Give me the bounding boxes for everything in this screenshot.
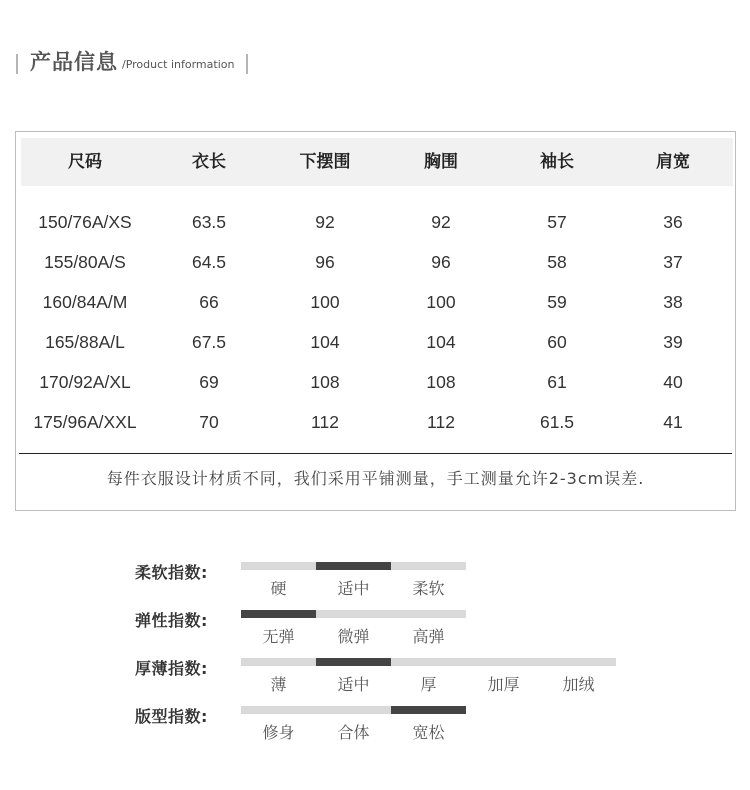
thickness-option: 加绒 <box>562 675 595 694</box>
cell-length: 67.5 <box>191 332 227 352</box>
cell-length: 64.5 <box>191 252 227 272</box>
elasticity-option: 无弹 <box>262 627 295 646</box>
cell-shoulder: 36 <box>663 212 683 232</box>
elasticity-index <box>0 610 750 654</box>
table-row <box>21 202 733 242</box>
thickness-options <box>241 672 616 695</box>
column-header-hem: 下摆围 <box>299 152 351 172</box>
column-header-length: 衣长 <box>192 152 226 172</box>
thickness-bar <box>241 658 616 666</box>
cell-sleeve: 61 <box>547 372 567 392</box>
table-row <box>21 242 733 282</box>
thickness-segment <box>316 658 391 666</box>
cell-size: 150/76A/XS <box>38 212 132 232</box>
fit-segment <box>391 706 466 714</box>
fit-label: 版型指数: <box>135 707 208 726</box>
column-header-chest: 胸围 <box>424 152 458 172</box>
elasticity-bar <box>241 610 466 618</box>
fit-options <box>241 720 466 743</box>
table-row <box>21 362 733 402</box>
cell-length: 63.5 <box>191 212 227 232</box>
measurement-note: 每件衣服设计材质不同，我们采用平铺测量，手工测量允许2-3cm误差. <box>106 469 645 488</box>
cell-hem: 92 <box>315 212 335 232</box>
header-right-bar <box>246 54 248 74</box>
size-table-header <box>21 138 733 186</box>
cell-chest: 100 <box>426 292 456 312</box>
thickness-segment <box>466 658 541 666</box>
softness-options <box>241 576 466 599</box>
cell-length: 66 <box>199 292 219 312</box>
cell-length: 69 <box>199 372 219 392</box>
elasticity-option: 高弹 <box>412 627 445 646</box>
table-row <box>21 322 733 362</box>
cell-size: 170/92A/XL <box>39 372 131 392</box>
cell-hem: 112 <box>311 412 339 432</box>
cell-sleeve: 61.5 <box>539 412 575 432</box>
cell-chest: 104 <box>426 332 456 352</box>
cell-size: 165/88A/L <box>45 332 125 352</box>
table-divider <box>19 453 732 454</box>
softness-option: 适中 <box>337 579 370 598</box>
softness-bar <box>241 562 466 570</box>
cell-shoulder: 40 <box>663 372 683 392</box>
cell-hem: 100 <box>310 292 340 312</box>
table-row <box>21 282 733 322</box>
cell-size: 175/96A/XXL <box>33 412 137 432</box>
cell-hem: 96 <box>315 252 335 272</box>
elasticity-option: 微弹 <box>337 627 370 646</box>
thickness-index <box>0 658 750 702</box>
cell-hem: 104 <box>310 332 340 352</box>
cell-sleeve: 58 <box>547 252 567 272</box>
table-row <box>21 402 733 442</box>
section-title: 产品信息 <box>30 50 118 74</box>
thickness-label: 厚薄指数: <box>135 659 208 678</box>
softness-segment <box>241 562 316 570</box>
softness-option: 硬 <box>270 579 287 598</box>
elasticity-segment <box>241 610 316 618</box>
column-header-size: 尺码 <box>68 152 102 172</box>
cell-chest: 92 <box>431 212 451 232</box>
column-header-sleeve: 袖长 <box>540 152 574 172</box>
fit-segment <box>241 706 316 714</box>
thickness-segment <box>391 658 466 666</box>
cell-length: 70 <box>199 412 219 432</box>
softness-option: 柔软 <box>412 579 445 598</box>
elasticity-segment <box>391 610 466 618</box>
cell-chest: 112 <box>427 412 455 432</box>
thickness-option: 加厚 <box>487 675 520 694</box>
thickness-option: 薄 <box>270 675 287 694</box>
fit-option: 合体 <box>337 723 370 742</box>
cell-chest: 108 <box>426 372 456 392</box>
cell-chest: 96 <box>431 252 451 272</box>
cell-size: 160/84A/M <box>42 292 128 312</box>
softness-index <box>0 562 750 606</box>
fit-bar <box>241 706 466 714</box>
cell-shoulder: 38 <box>663 292 683 312</box>
column-header-shoulder: 肩宽 <box>656 152 690 172</box>
elasticity-segment <box>316 610 391 618</box>
section-subtitle: /Product information <box>122 58 235 71</box>
header-left-bar <box>16 54 18 74</box>
cell-shoulder: 39 <box>663 332 683 352</box>
fit-option: 宽松 <box>412 723 445 742</box>
softness-segment <box>316 562 391 570</box>
thickness-option: 厚 <box>420 675 437 694</box>
fit-option: 修身 <box>262 723 295 742</box>
elasticity-options <box>241 624 466 647</box>
cell-hem: 108 <box>310 372 340 392</box>
size-table <box>15 131 736 511</box>
fit-index <box>0 706 750 750</box>
section-header <box>16 48 248 74</box>
cell-sleeve: 60 <box>547 332 567 352</box>
cell-sleeve: 57 <box>547 212 567 232</box>
thickness-option: 适中 <box>337 675 370 694</box>
fit-segment <box>316 706 391 714</box>
cell-size: 155/80A/S <box>44 252 126 272</box>
thickness-segment <box>241 658 316 666</box>
cell-shoulder: 41 <box>663 412 683 432</box>
cell-sleeve: 59 <box>547 292 567 312</box>
thickness-segment <box>541 658 616 666</box>
softness-label: 柔软指数: <box>135 563 208 582</box>
softness-segment <box>391 562 466 570</box>
elasticity-label: 弹性指数: <box>135 611 208 630</box>
cell-shoulder: 37 <box>663 252 683 272</box>
